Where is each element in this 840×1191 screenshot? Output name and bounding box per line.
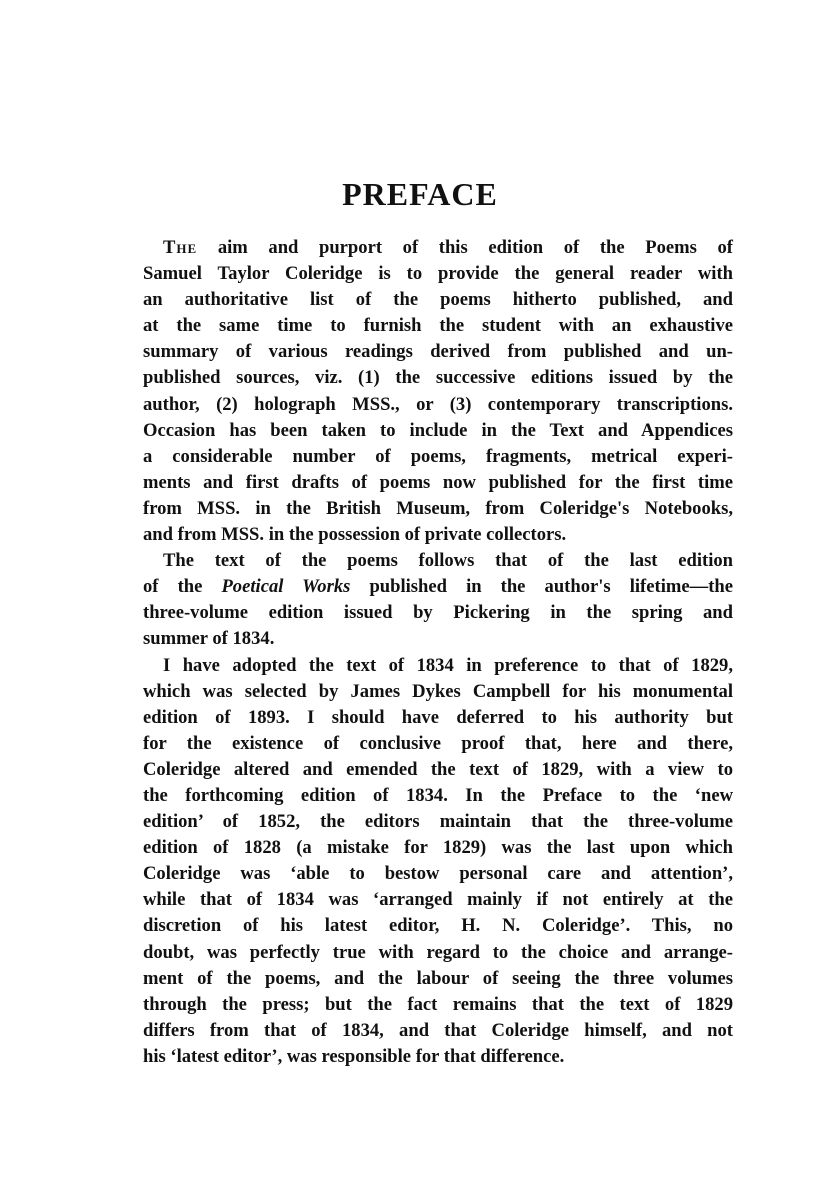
paragraph-3 [143, 653, 733, 1071]
text-line: from MSS. in the British Museum, from Coleridge's Notebooks, [143, 497, 733, 519]
text-line: at the same time to furnish the student with an exhaustive [143, 315, 733, 337]
text-line: Coleridge altered and emended the text of 1829, with a view to [143, 758, 733, 780]
text-line: while that of 1834 was ‘arranged mainly if not entirely at the [143, 889, 733, 911]
text-line: Occasion has been taken to include in the Text and Appendices [143, 419, 733, 441]
text-line: ments and first drafts of poems now published for the first time [143, 471, 733, 493]
text-line: an authoritative list of the poems hitherto published, and [143, 289, 733, 311]
text-line: a considerable number of poems, fragments, metrical experi- [143, 445, 733, 467]
text-line: for the existence of conclusive proof that, here and there, [143, 732, 733, 754]
preface-body [143, 235, 733, 1070]
text-line: edition’ of 1852, the editors maintain that the three-volume [143, 811, 733, 833]
text-line: summer of 1834. [143, 628, 275, 650]
text-line: his ‘latest editor’, was responsible for that difference. [143, 1045, 565, 1067]
text-line: published sources, viz. (1) the successive editions issued by the [143, 367, 733, 389]
text-line: differs from that of 1834, and that Coleridge himself, and not [143, 1019, 733, 1041]
paragraph-1 [143, 235, 733, 548]
page-title: PREFACE [342, 176, 498, 212]
text-line: and from MSS. in the possession of private collectors. [143, 524, 567, 546]
text-line: I have adopted the text of 1834 in preference to that of 1829, [163, 654, 733, 676]
book-title: Poetical Works [221, 576, 351, 598]
text-line: doubt, was perfectly true with regard to the choice and arrange- [143, 941, 733, 963]
text-line: the forthcoming edition of 1834. In the Preface to the ‘new [143, 784, 733, 806]
text-line: ment of the poems, and the labour of seeing the three volumes [143, 967, 733, 989]
text-line: edition of 1893. I should have deferred to his authority but [143, 706, 733, 728]
text-line: summary of various readings derived from published and un- [143, 341, 733, 363]
text-line: of the Poetical Works published in the author's lifetime—the [143, 576, 733, 598]
text-line: discretion of his latest editor, H. N. Coleridge’. This, no [143, 915, 733, 937]
text-line: The aim and purport of this edition of the Poems of [163, 237, 733, 258]
text-line: three-volume edition issued by Pickering in the spring and [143, 602, 733, 624]
text-line: author, (2) holograph MSS., or (3) contemporary transcriptions. [143, 393, 733, 415]
opening-word: The [163, 237, 198, 258]
paragraph-2 [143, 548, 733, 652]
text-line: Coleridge was ‘able to bestow personal care and attention’, [143, 863, 733, 885]
text-line: The text of the poems follows that of the last edition [163, 550, 733, 572]
text-line: edition of 1828 (a mistake for 1829) was the last upon which [143, 837, 733, 859]
text-line: through the press; but the fact remains that the text of 1829 [143, 993, 733, 1015]
text-line: Samuel Taylor Coleridge is to provide the general reader with [143, 263, 733, 285]
text-line: which was selected by James Dykes Campbell for his monumental [143, 680, 733, 702]
